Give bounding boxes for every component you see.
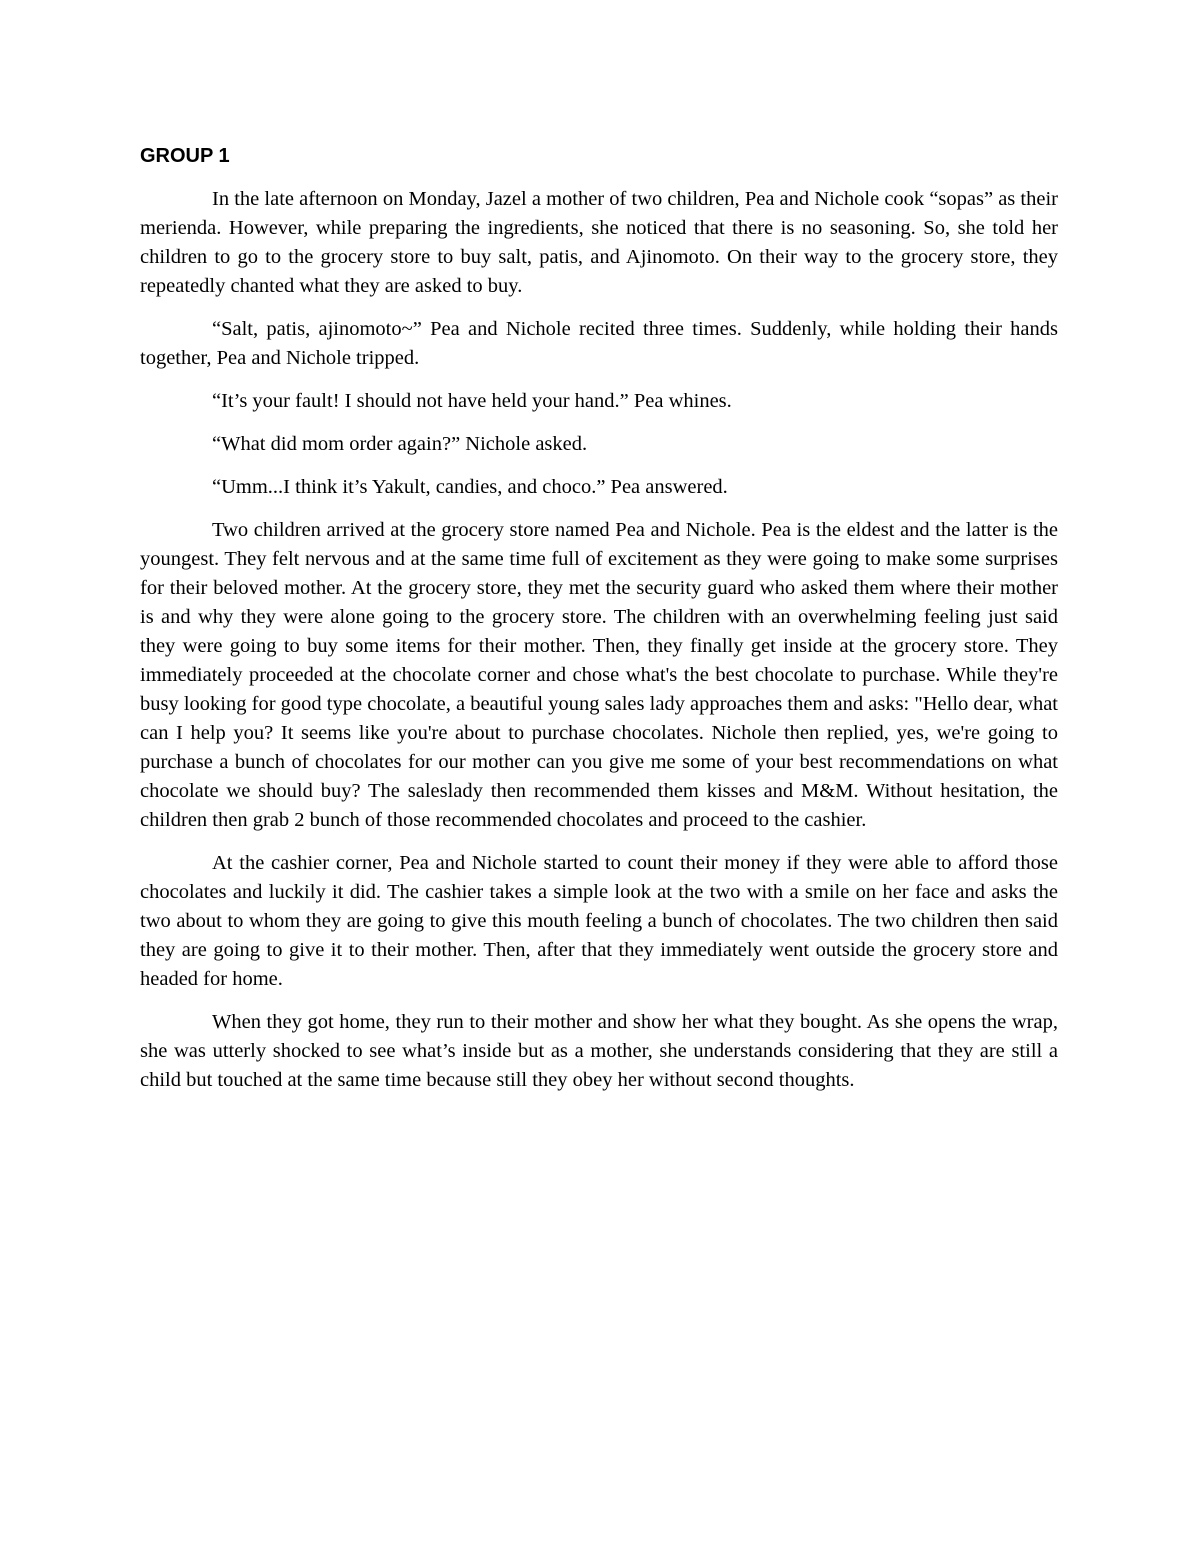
paragraph-5: “Umm...I think it’s Yakult, candies, and choco.” Pea answered. bbox=[212, 476, 728, 498]
paragraph-4: “What did mom order again?” Nichole asked. bbox=[212, 433, 588, 455]
document-heading: GROUP 1 bbox=[140, 145, 230, 167]
paragraph-1: In the late afternoon on Monday, Jazel a mother of two children, Pea and Nichole cook “sopas” as their merienda. However, while preparing the ingredients, she noticed that there is no seasoning. So, she told her children to go to the grocery store to buy salt, patis, and Ajinomoto. On their way to the grocery store, they repeatedly chanted what they are asked to buy. bbox=[140, 188, 1058, 297]
paragraph-7: At the cashier corner, Pea and Nichole started to count their money if they were able to afford those chocolates and luckily it did. The cashier takes a simple look at the two with a smile on her face and asks the two about to whom they are going to give this mouth feeling a bunch of chocolates. The two children then said they are going to give it to their mother. Then, after that they immediately went outside the grocery store and headed for home. bbox=[140, 852, 1058, 990]
paragraph-3: “It’s your fault! I should not have held your hand.” Pea whines. bbox=[212, 390, 732, 412]
paragraph-8: When they got home, they run to their mother and show her what they bought. As she opens the wrap, she was utterly shocked to see what’s inside but as a mother, she understands considering that they are still a child but touched at the same time because still they obey her without second thoughts. bbox=[140, 1011, 1058, 1091]
paragraph-2: “Salt, patis, ajinomoto~” Pea and Nichole recited three times. Suddenly, while holding their hands together, Pea and Nichole tripped. bbox=[140, 318, 1058, 369]
document-body bbox=[140, 142, 1058, 1109]
paragraph-6: Two children arrived at the grocery store named Pea and Nichole. Pea is the eldest and the latter is the youngest. They felt nervous and at the same time full of excitement as they were going to make some surprises for their beloved mother. At the grocery store, they met the security guard who asked them where their mother is and why they were alone going to the grocery store. The children with an overwhelming feeling just said they were going to buy some items for their mother. Then, they finally get inside at the grocery store. They immediately proceeded at the chocolate corner and chose what's the best chocolate to purchase. While they're busy looking for good type chocolate, a beautiful young sales lady approaches them and asks: "Hello dear, what can I help you? It seems like you're about to purchase chocolates. Nichole then replied, yes, we're going to purchase a bunch of chocolates for our mother can you give me some of your best recommendations on what chocolate we should buy? The saleslady then recommended them kisses and M&M. Without hesitation, the children then grab 2 bunch of those recommended chocolates and proceed to the cashier. bbox=[140, 519, 1058, 831]
